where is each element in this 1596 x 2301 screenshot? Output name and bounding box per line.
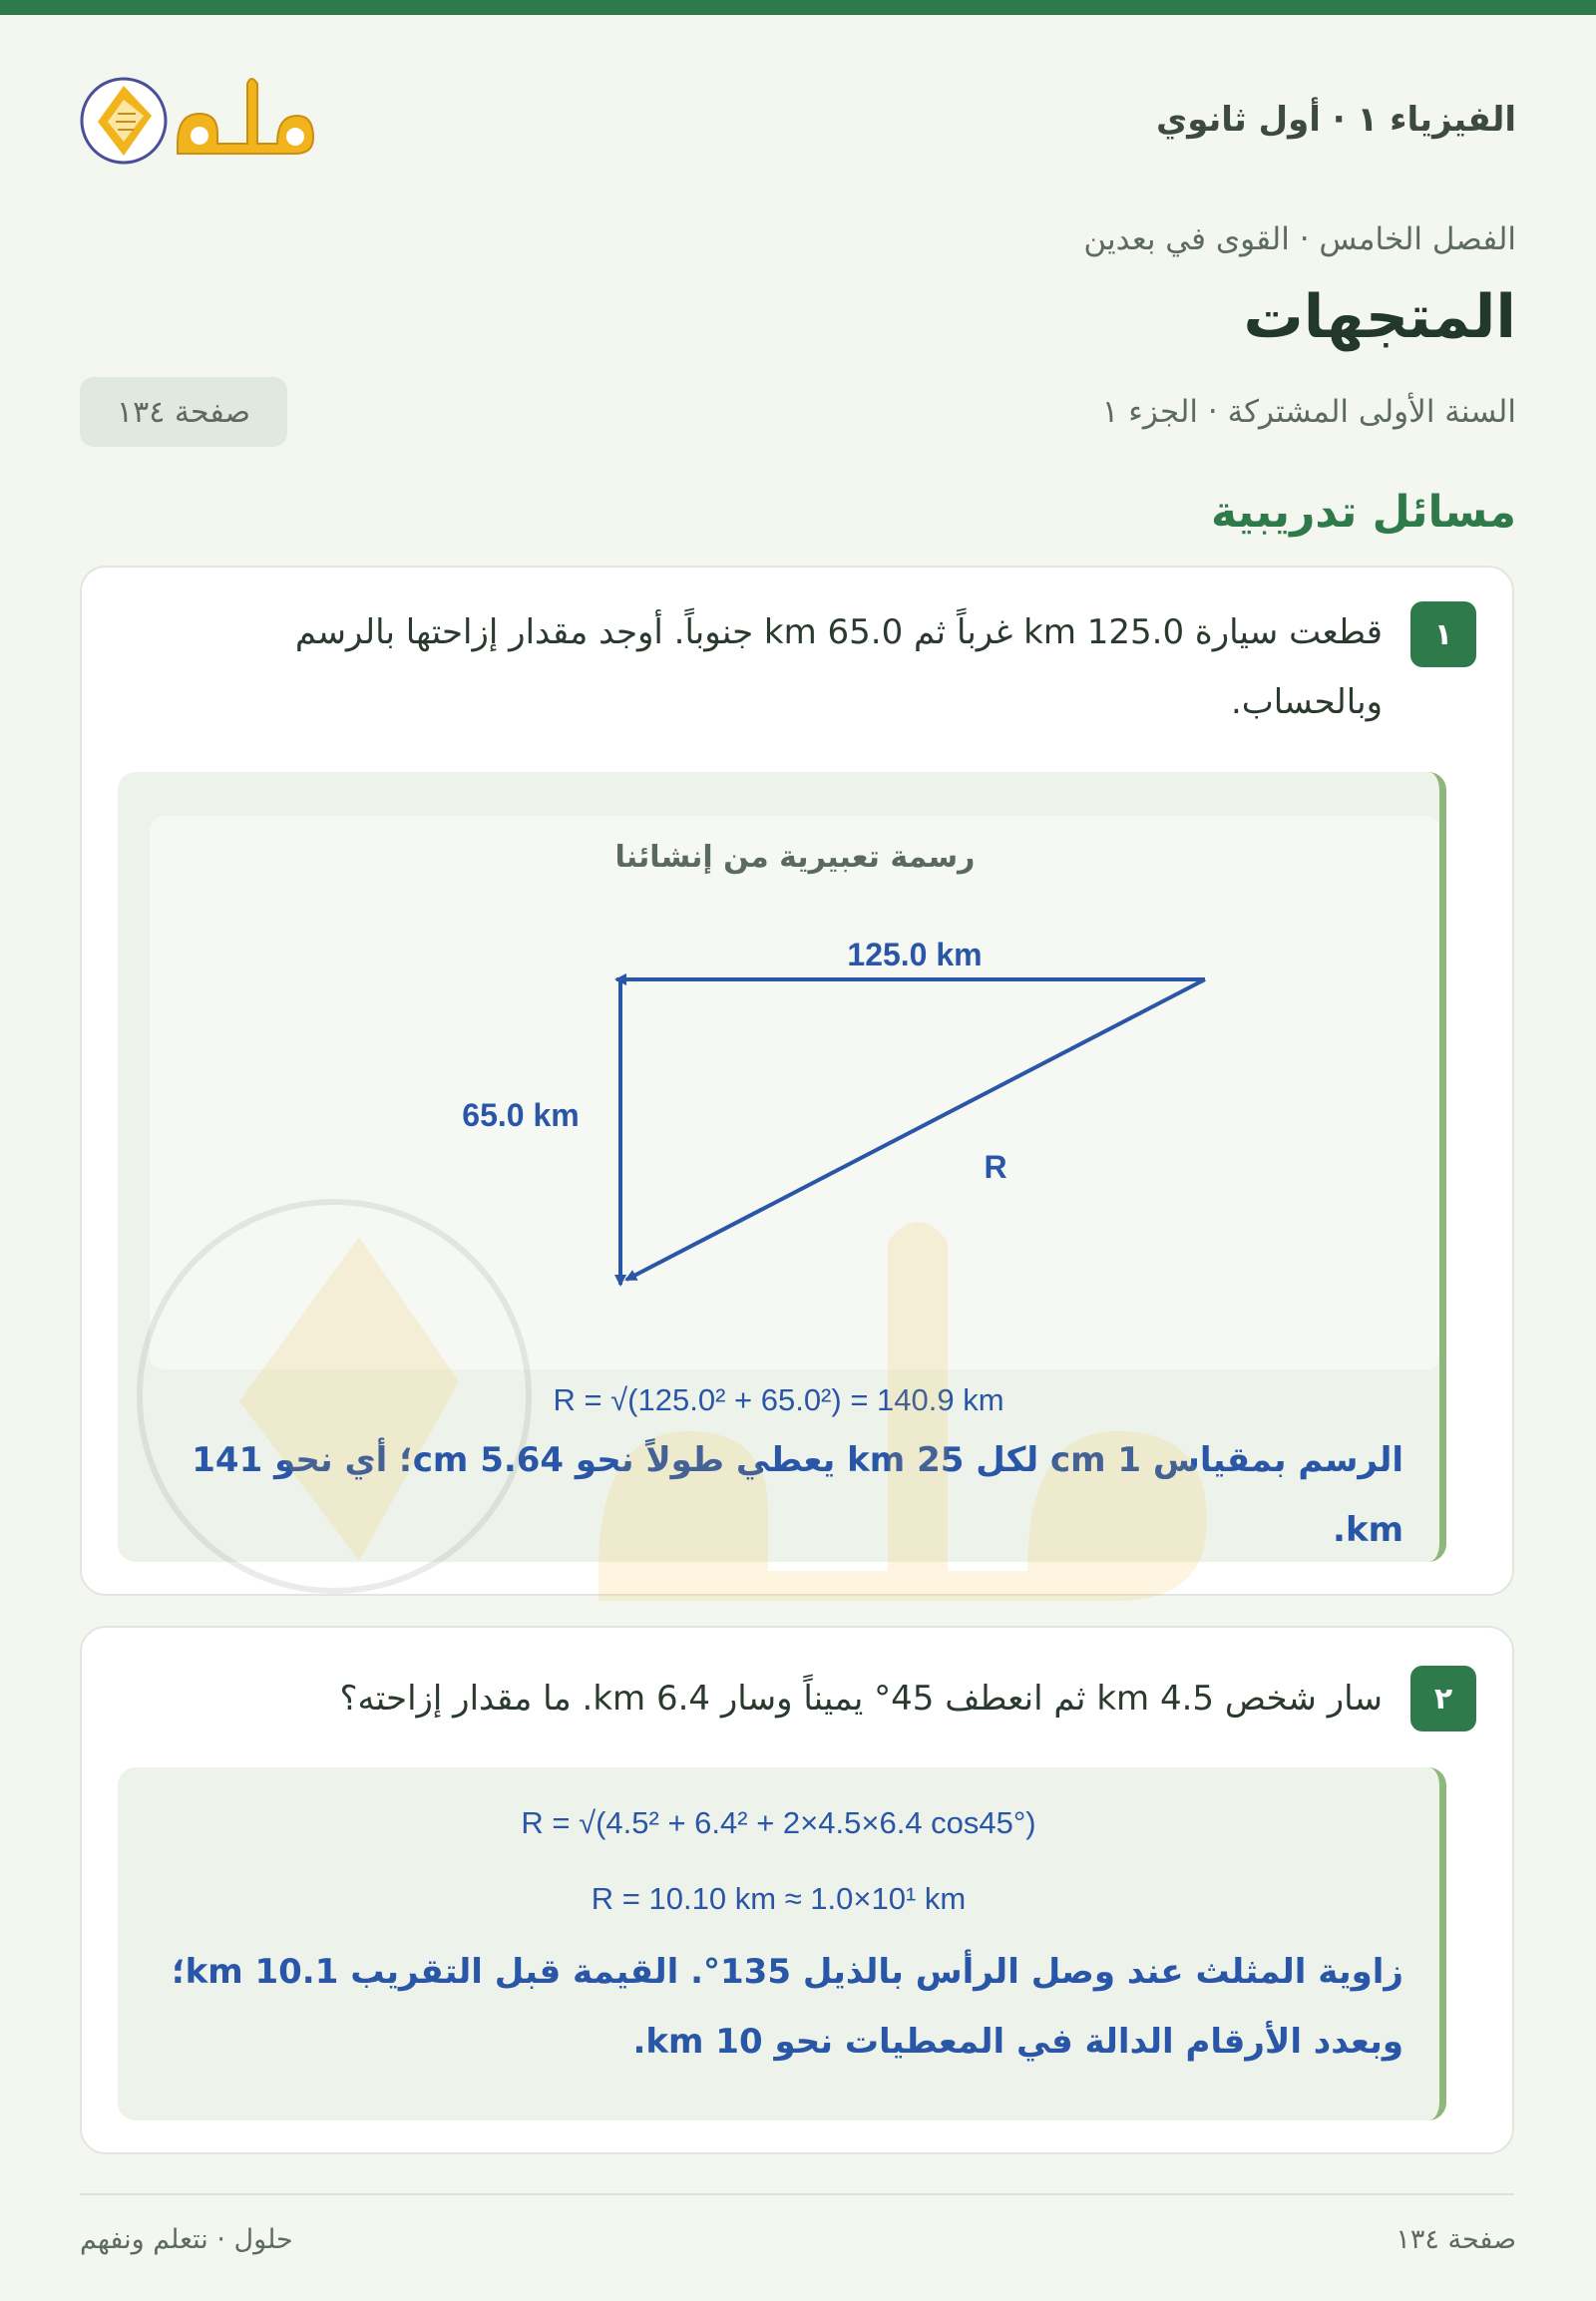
footer-divider [80, 2193, 1514, 2195]
page-title: المتجهات [1243, 282, 1516, 352]
subject-label: الفيزياء ١ · أول ثانوي [1156, 100, 1516, 140]
grade-label: السنة الأولى المشتركة · الجزء ١ [1101, 394, 1516, 430]
chapter-label: الفصل الخامس · القوى في بعدين [1083, 221, 1516, 257]
top-accent-bar [0, 0, 1596, 15]
page-badge: صفحة ١٣٤ [80, 377, 287, 447]
diagram-caption: رسمة تعبيرية من إنشائنا [614, 840, 976, 875]
question-text [295, 597, 1383, 737]
label-resultant: R [984, 1149, 1007, 1185]
label-west: 125.0 km [847, 937, 983, 972]
question-number-badge: ٢ [1410, 1666, 1476, 1731]
answer-note: الرسم بمقياس 1 cm لكل 25 km يعطي طولاً نحو 5.64 cm؛ أي نحو 141 km. [192, 1440, 1403, 1550]
label-south: 65.0 km [462, 1097, 580, 1133]
question-card-1 [80, 566, 1514, 1596]
question-number-badge: ١ [1410, 601, 1476, 667]
question-text-line: وبالحساب. [1230, 682, 1383, 722]
answer-note-line: وبعدد الأرقام الدالة في المعطيات نحو 10 km. [632, 2022, 1403, 2062]
hulool-logo [78, 64, 357, 174]
vector-diagram [150, 816, 1440, 1369]
question-text-line: قطعت سيارة 125.0 km غرباً ثم 65.0 km جنوباً. أوجد مقدار إزاحتها بالرسم [294, 612, 1383, 652]
answer-box [118, 1767, 1446, 2120]
svg-text:حلول: حلول [244, 169, 247, 170]
answer-box [118, 772, 1446, 1562]
question-card-2 [80, 1626, 1514, 2154]
formula: R = √(4.5² + 6.4² + 2×4.5×6.4 cos45°) [521, 1805, 1036, 1840]
footer-page-number: صفحة ١٣٤ [1396, 2224, 1516, 2255]
question-text: سار شخص 4.5 km ثم انعطف 45° يميناً وسار 6.4 km. ما مقدار إزاحته؟ [339, 1679, 1383, 1719]
formula: R = √(125.0² + 65.0²) = 140.9 km [553, 1382, 1004, 1417]
formula: R = 10.10 km ≈ 1.0×10¹ km [591, 1881, 967, 1916]
footer-brand: حلول · نتعلم ونفهم [80, 2224, 293, 2255]
answer-note [172, 1937, 1403, 2077]
section-title: مسائل تدريبية [1210, 487, 1516, 538]
answer-note-line: زاوية المثلث عند وصل الرأس بالذيل 135°. القيمة قبل التقريب 10.1 km؛ [171, 1952, 1403, 1992]
vector-resultant [626, 979, 1205, 1280]
diagram-panel [150, 816, 1440, 1369]
